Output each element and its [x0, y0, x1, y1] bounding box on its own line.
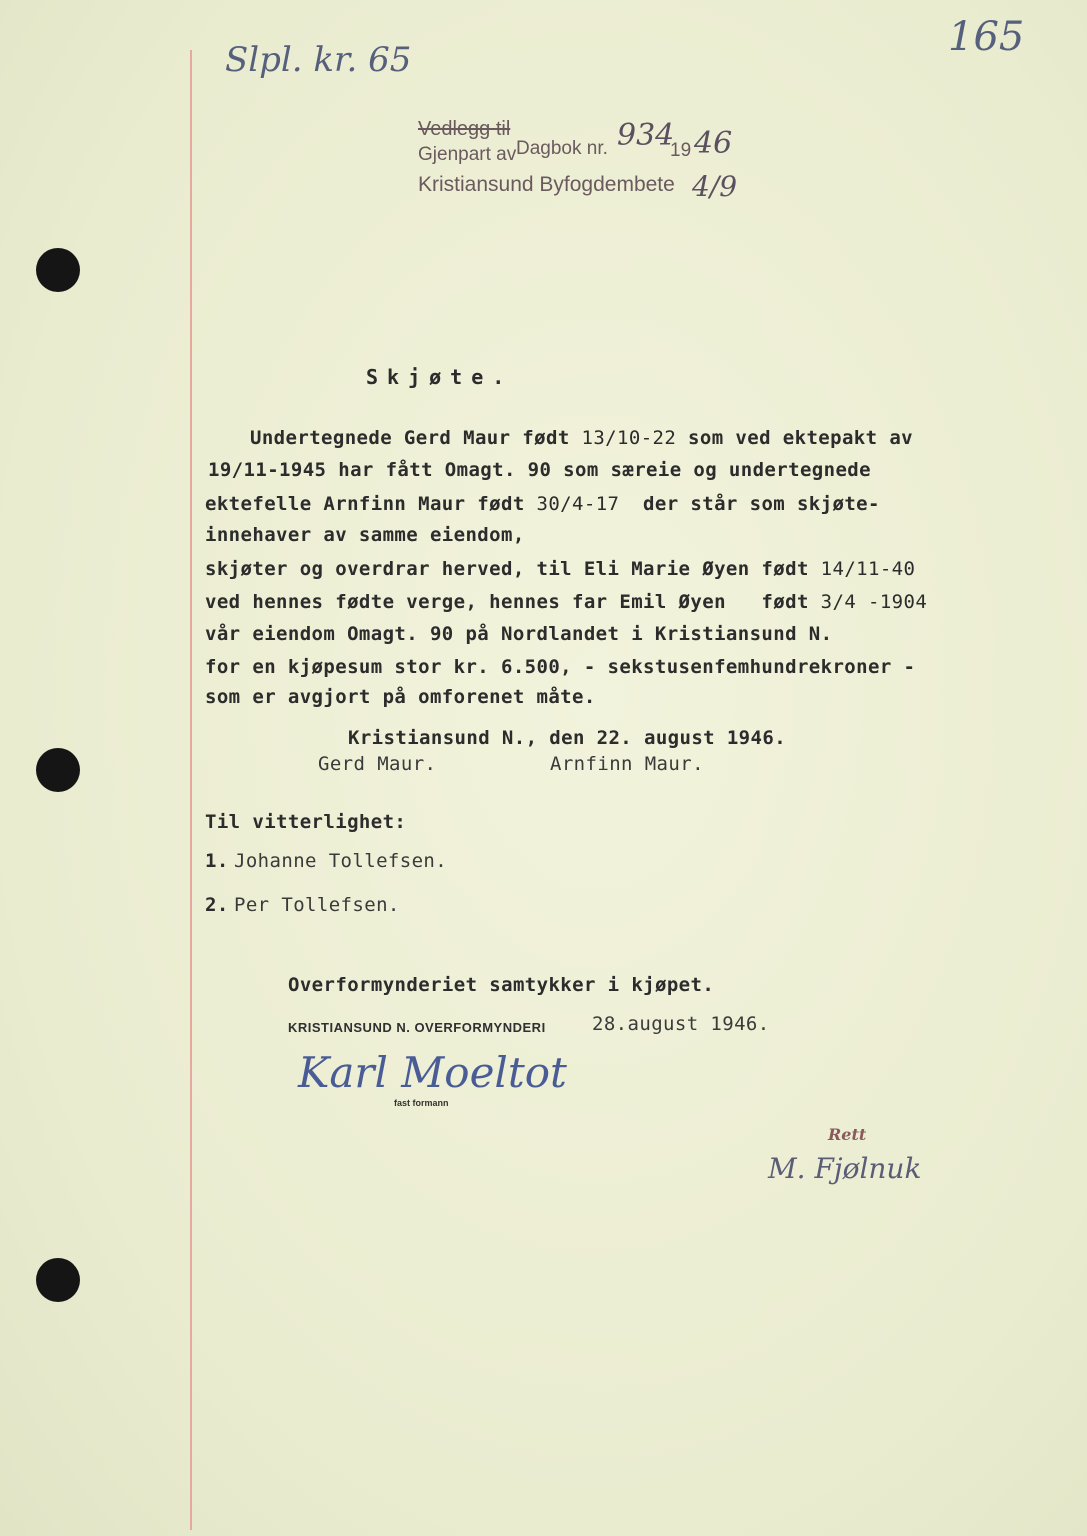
- deed-body-line: [205, 623, 832, 645]
- deed-body-line: [205, 524, 525, 546]
- signature-arnfinn: Arnfinn Maur.: [550, 753, 704, 775]
- deed-body-line: [205, 591, 927, 613]
- stamp-office: Kristiansund Byfogdembete: [418, 173, 675, 196]
- witness-num-2: 2.: [205, 894, 229, 916]
- document-title: Skjøte.: [366, 365, 514, 389]
- authority-signature: Karl Moeltot: [298, 1048, 567, 1097]
- deed-body-filled-value: 3/4 -1904: [820, 591, 928, 613]
- authority-stamp: KRISTIANSUND N. OVERFORMYNDERI: [288, 1020, 546, 1035]
- deed-body-text: Undertegnede Gerd Maur født: [250, 427, 582, 449]
- stamp-dagbok-label: Dagbok nr.: [516, 138, 608, 159]
- deed-body-text: for en kjøpesum stor kr. 6.500, - sekstusenfemhundrekroner -: [205, 656, 916, 678]
- deed-body-filled-value: 14/11-40: [820, 558, 916, 580]
- deed-body-line: [250, 427, 913, 449]
- witness-name-2: Per Tollefsen.: [234, 894, 400, 916]
- place-date: Kristiansund N., den 22. august 1946.: [348, 727, 787, 749]
- signature-gerd: Gerd Maur.: [318, 753, 437, 775]
- deed-body-line: [205, 558, 915, 580]
- deed-body-filled-value: 13/10-22: [581, 427, 677, 449]
- annotation-left: Slpl. kr. 65: [225, 40, 412, 80]
- stamp-year-suffix: 46: [694, 126, 733, 161]
- stamp-year-prefix: 19: [670, 140, 692, 161]
- deed-body-line: [205, 686, 596, 708]
- deed-body-text: ved hennes fødte verge, hennes far Emil Øyen født: [205, 591, 821, 613]
- final-stamp: Rett: [828, 1125, 867, 1144]
- deed-body-line: [208, 459, 871, 481]
- punch-hole: [36, 248, 80, 292]
- authority-role: fast formann: [394, 1098, 449, 1108]
- deed-body-filled-value: 30/4-17: [536, 493, 620, 515]
- deed-body-text: vår eiendom Omagt. 90 på Nordlandet i Kristiansund N.: [205, 623, 833, 645]
- deed-body-text: ektefelle Arnfinn Maur født: [205, 493, 537, 515]
- page-number: 165: [948, 14, 1025, 60]
- punch-hole: [36, 1258, 80, 1302]
- deed-body-line: [205, 493, 880, 515]
- margin-line: [190, 50, 192, 1530]
- punch-hole: [36, 748, 80, 792]
- deed-body-line: [205, 656, 915, 678]
- deed-body-text-rest: der står som skjøte-: [619, 493, 880, 515]
- authority-date: 28.august 1946.: [592, 1013, 770, 1035]
- witness-num-1: 1.: [205, 850, 229, 872]
- stamp-struck-label: Vedlegg til: [418, 118, 511, 140]
- deed-body-text: skjøter og overdrar herved, til Eli Marie Øyen født: [205, 558, 821, 580]
- witness-name-1: Johanne Tollefsen.: [234, 850, 448, 872]
- deed-body-text: 19/11-1945 har fått Omagt. 90 som særeie og undertegnede: [208, 459, 871, 481]
- witness-heading: Til vitterlighet:: [205, 811, 407, 833]
- final-signature: M. Fjølnuk: [768, 1152, 922, 1185]
- stamp-dagbok-number: 934: [617, 118, 675, 153]
- stamp-date: 4/9: [692, 170, 738, 203]
- deed-body-text: innehaver av samme eiendom,: [205, 524, 525, 546]
- deed-body-text: som er avgjort på omforenet måte.: [205, 686, 596, 708]
- consent-line: Overformynderiet samtykker i kjøpet.: [288, 974, 715, 996]
- deed-body-text-rest: som ved ektepakt av: [676, 427, 913, 449]
- stamp-gjenpart: Gjenpart av: [418, 144, 517, 165]
